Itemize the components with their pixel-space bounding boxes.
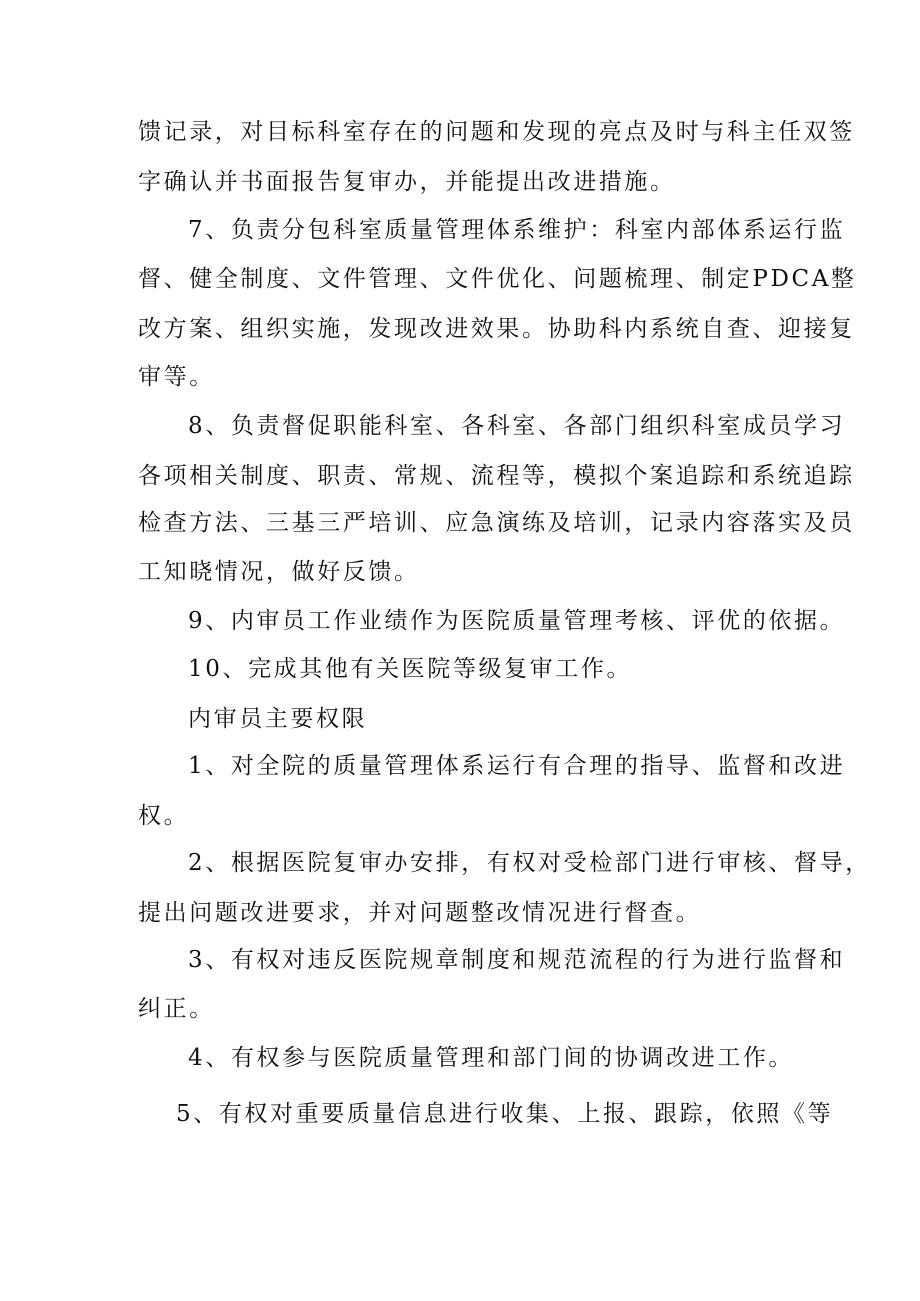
text-line: 审等。 (138, 364, 215, 390)
text-line: 提出问题改进要求，并对问题整改情况进行督查。 (138, 900, 702, 926)
text-line: 字确认并书面报告复审办，并能提出改进措施。 (138, 169, 676, 195)
text-line: 检查方法、三基三严培训、应急演练及培训，记录内容落实及员 (138, 510, 855, 536)
text-line: 9、内审员工作业绩作为医院质量管理考核、评优的依据。 (188, 608, 846, 634)
text-line: 督、健全制度、文件管理、文件优化、问题梳理、制定PDCA整 (138, 266, 857, 292)
text-line: 7、负责分包科室质量管理体系维护：科室内部体系运行监 (188, 217, 846, 243)
section-heading: 内审员主要权限 (188, 706, 368, 732)
text-line: 工知晓情况，做好反馈。 (138, 559, 420, 585)
text-line: 改方案、组织实施，发现改进效果。协助科内系统自查、迎接复 (138, 316, 855, 342)
text-line: 5、有权对重要质量信息进行收集、上报、跟踪，依照《等 (176, 1101, 834, 1127)
text-line: 各项相关制度、职责、常规、流程等，模拟个案追踪和系统追踪 (138, 463, 855, 489)
text-line: 1、对全院的质量管理体系运行有合理的指导、监督和改进 (188, 753, 846, 779)
text-line: 3、有权对违反医院规章制度和规范流程的行为进行监督和 (188, 947, 846, 973)
text-line: 4、有权参与医院质量管理和部门间的协调改进工作。 (188, 1045, 795, 1071)
text-line: 馈记录，对目标科室存在的问题和发现的亮点及时与科主任双签 (138, 119, 855, 145)
text-line: 权。 (138, 803, 190, 829)
text-line: 8、负责督促职能科室、各科室、各部门组织科室成员学习 (188, 413, 846, 439)
text-line: 10、完成其他有关医院等级复审工作。 (188, 656, 633, 682)
text-line: 纠正。 (138, 996, 215, 1022)
text-line: 2、根据医院复审办安排，有权对受检部门进行审核、督导， (188, 850, 871, 876)
